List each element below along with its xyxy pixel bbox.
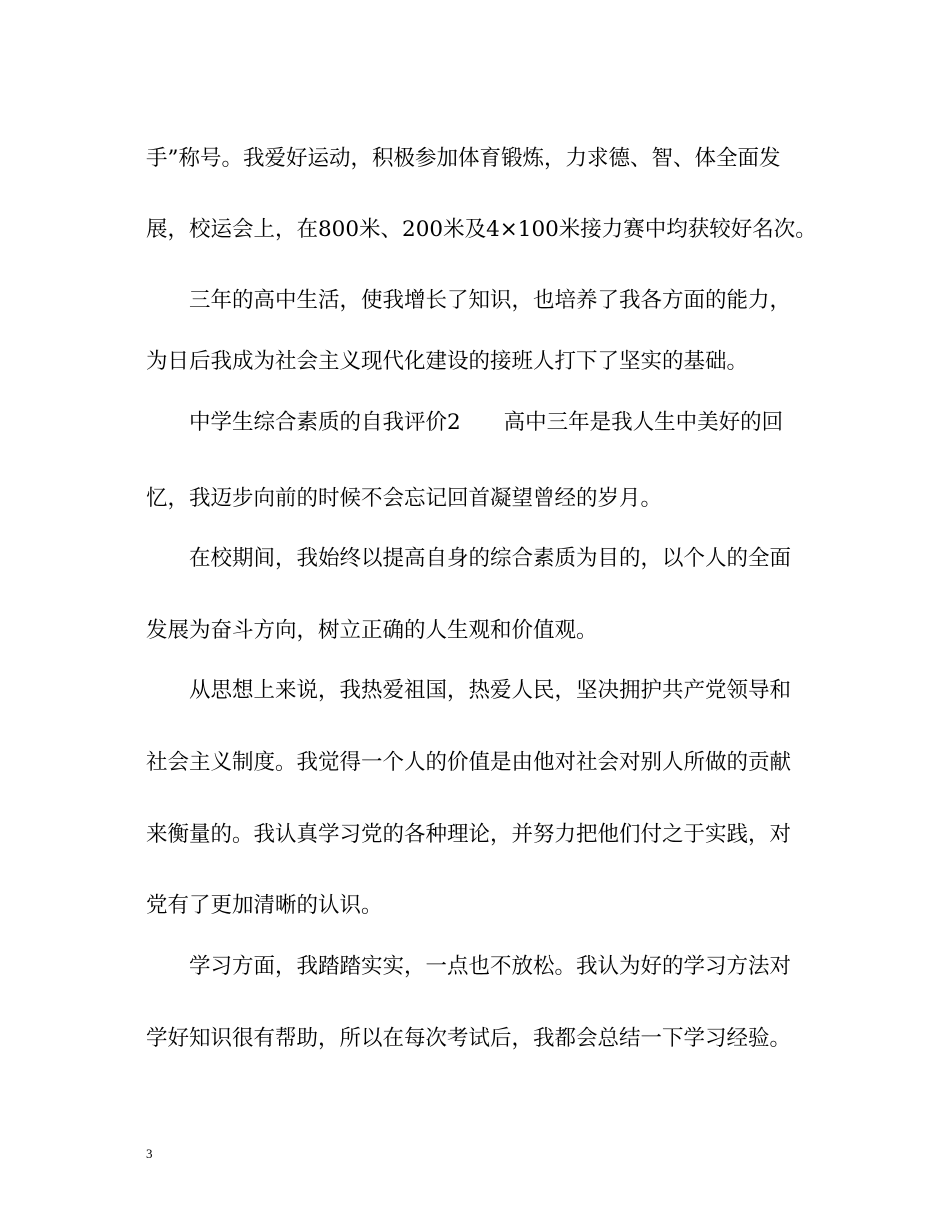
text-line: 发展为奋斗方向，树立正确的人生观和价值观。 (146, 618, 598, 643)
text-line: 社会主义制度。我觉得一个人的价值是由他对社会对别人所做的贡献 (146, 750, 792, 775)
paragraph-start-line: 中学生综合素质的自我评价2 高中三年是我人生中美好的回 (189, 410, 784, 435)
paragraph-start-line: 学习方面，我踏踏实实，一点也不放松。我认为好的学习方法对 (189, 954, 792, 979)
text-line: 展，校运会上，在800米、200米及4×100米接力赛中均获较好名次。 (146, 217, 817, 242)
paragraph-start-line: 三年的高中生活，使我增长了知识，也培养了我各方面的能力， (189, 288, 792, 313)
paragraph-start-line: 从思想上来说，我热爱祖国，热爱人民，坚决拥护共产党领导和 (189, 678, 792, 703)
page-number: 3 (146, 1146, 153, 1161)
text-line: 党有了更加清晰的认识。 (146, 893, 383, 918)
paragraph-start-line: 在校期间，我始终以提高自身的综合素质为目的，以个人的全面 (189, 546, 792, 571)
text-line: 手”称号。我爱好运动，积极参加体育锻炼，力求德、智、体全面发 (146, 146, 781, 171)
text-line: 为日后我成为社会主义现代化建设的接班人打下了坚实的基础。 (146, 349, 749, 374)
text-line: 忆，我迈步向前的时候不会忘记回首凝望曾经的岁月。 (146, 486, 663, 511)
text-line: 学好知识很有帮助，所以在每次考试后，我都会总结一下学习经验。 (146, 1026, 792, 1051)
text-line: 来衡量的。我认真学习党的各种理论，并努力把他们付之于实践，对 (146, 822, 792, 847)
